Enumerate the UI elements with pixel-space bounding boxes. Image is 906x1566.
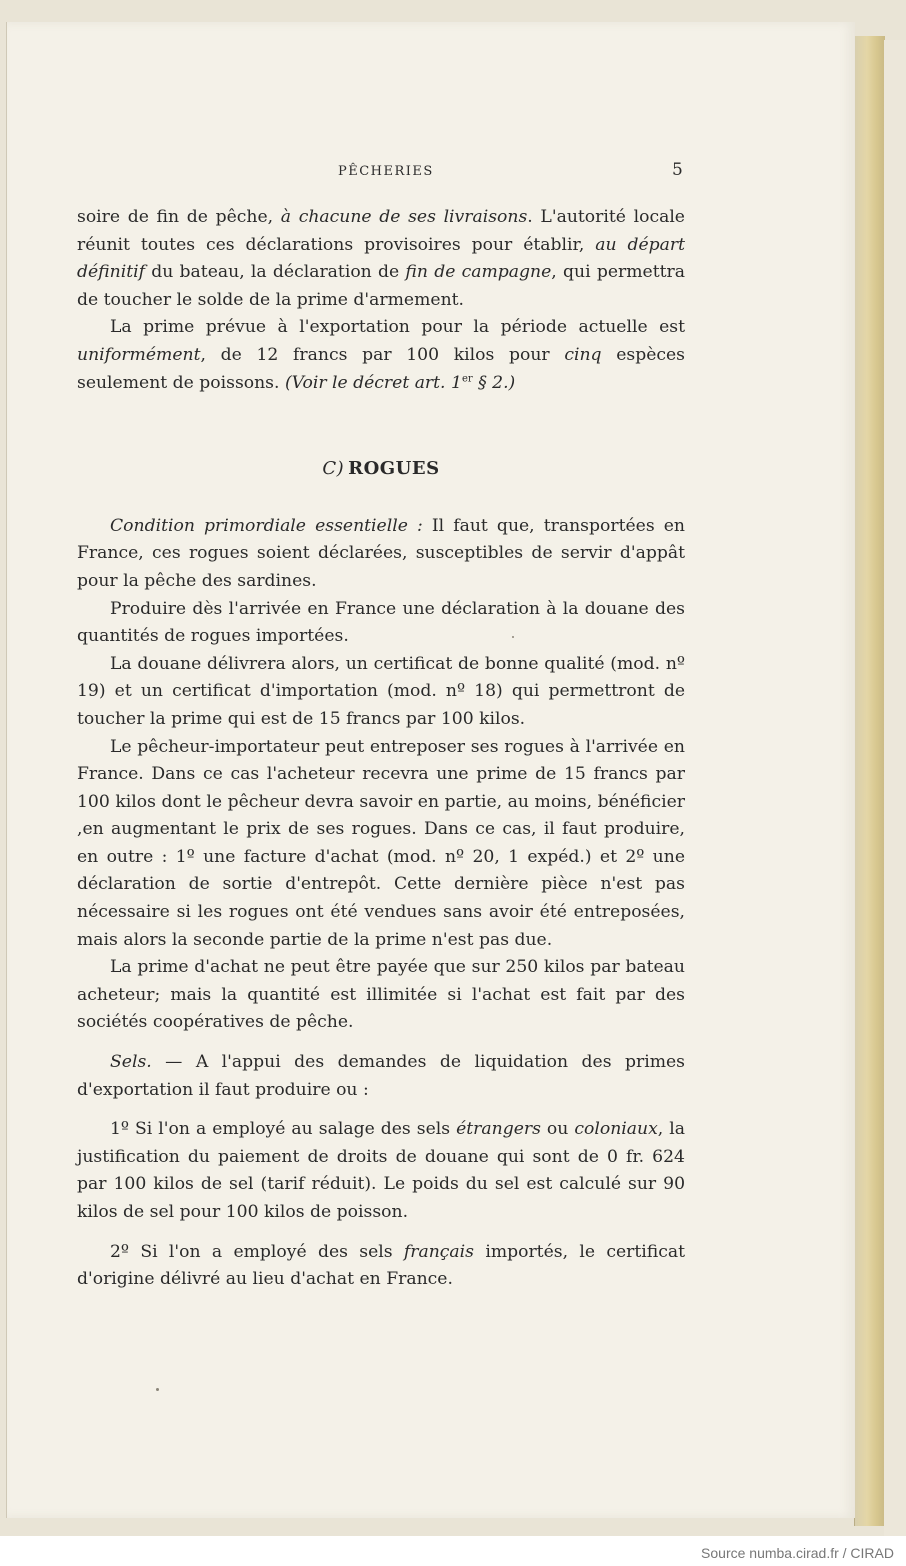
source-credit: Source numba.cirad.fr / CIRAD: [701, 1545, 894, 1561]
paragraph-6: Le pêcheur-importateur peut entreposer ses rogues à l'arrivée en France. Dans ce cas l'acheteur recevra une prime de 15 francs par 100 kilos dont le pêcheur devra savoir en partie, au moins, bénéficier ,en augmentant le prix de ses rogues. Dans ce cas, il faut produire, en outre : 1º une facture d'achat (mod. nº 20, 1 expéd.) et 2º une déclaration de sortie d'entrepôt. Cette dernière pièce n'est pas nécessaire si les rogues ont été vendues sans avoir été entreposées, mais alors la seconde partie de la prime n'est pas due.: [77, 736, 685, 950]
paper-speck: [156, 1388, 159, 1391]
paragraph-9: 1º Si l'on a employé au salage des sels étrangers ou coloniaux, la justification du paiement de droits de douane qui sont de 0 fr. 624 par 100 kilos de sel (tarif réduit). Le poids du sel est calculé sur 90 kilos de sel pour 100 kilos de poisson.: [77, 1119, 686, 1222]
paragraph-7: La prime d'achat ne peut être payée que sur 250 kilos par bateau acheteur; mais la quantité est illimitée si l'achat est fait par des sociétés coopératives de pêche.: [77, 957, 685, 1033]
paragraph-5: La douane délivrera alors, un certificat de bonne qualité (mod. nº 19) et un certificat d'importation (mod. nº 18) qui permettront de toucher la prime qui est de 15 francs par 100 kilos.: [77, 653, 685, 729]
page-number: 5: [672, 160, 683, 180]
page-header: [0, 160, 906, 190]
paper-speck: [512, 636, 514, 638]
paragraph-2: La prime prévue à l'exportation pour la période actuelle est uniformément, de 12 francs par 100 kilos pour cinq espèces seulement de poissons. (Voir le décret art. 1er § 2.): [77, 317, 686, 393]
running-title: PÊCHERIES: [338, 164, 434, 179]
section-letter: C): [322, 458, 345, 480]
page-edge-stack: [854, 36, 885, 1526]
paragraph-8: Sels. — A l'appui des demandes de liquidation des primes d'exportation il faut produire ou :: [77, 1052, 685, 1100]
paragraph-1: soire de fin de pêche, à chacune de ses livraisons. L'autorité locale réunit toutes ces déclarations provisoires pour établir, au départ définitif du bateau, la déclaration de fin de campagne, qui permettra de toucher le solde de la prime d'armement.: [77, 207, 685, 310]
paragraph-3: Condition primordiale essentielle : Il faut que, transportées en France, ces rogues soient déclarées, susceptibles de servir d'appât pour la pêche des sardines.: [77, 515, 685, 591]
paragraph-4: Produire dès l'arrivée en France une déclaration à la douane des quantités de rogues importées.: [77, 598, 685, 647]
section-title: [77, 455, 685, 483]
page-body: [77, 204, 685, 1294]
book-edge: [884, 40, 906, 1536]
section-heading: ROGUES: [348, 458, 440, 480]
paragraph-10: 2º Si l'on a employé des sels français importés, le certificat d'origine délivré au lieu d'achat en France.: [77, 1241, 686, 1290]
